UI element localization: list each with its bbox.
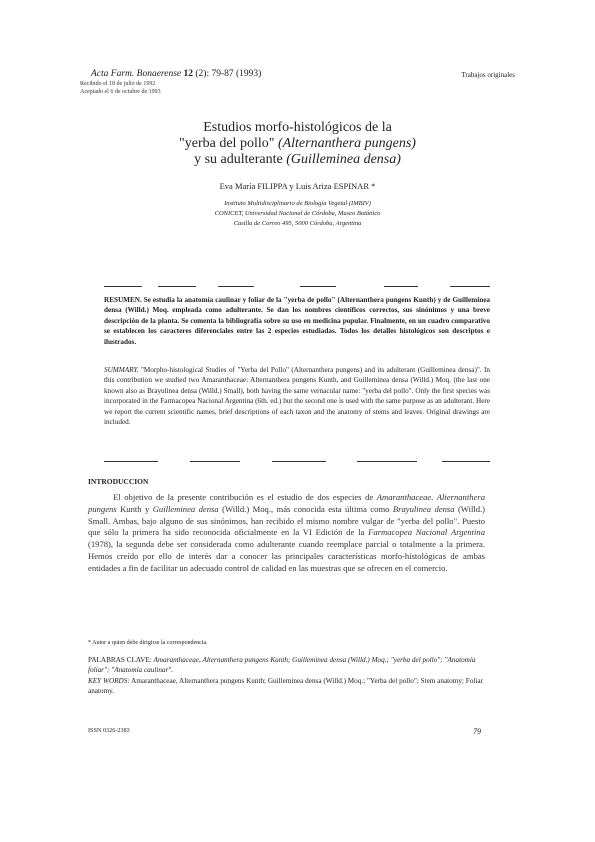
- intro-text-5: (1978), la segunda debe ser considerada como adulterante cuando reemplace parcial o totalmente a la primera. Hemos creído por ello de interés dar a conocer las principales características morfo-histológicas de ambas entidades a fin de facilitar un adecuado control de calidad en las muestras que se ofrecen en el comercio.: [88, 539, 485, 573]
- divider-bottom-4: [357, 461, 417, 462]
- intro-italic-1: Amaranthaceae. Alternanthera pungens: [88, 492, 485, 514]
- title-line-2-plain: "yerba del pollo": [179, 136, 275, 151]
- section-tag: Trabajos originales: [461, 71, 515, 79]
- keywords-english: [88, 676, 485, 697]
- divider-top-4: [300, 286, 336, 287]
- keywords-spanish-text: Amaranthaceae, Alternanthera pungens Kunth; Guilleminea densa (Willd.) Moq.; "yerba del pollo"; "Anatomía foliar"; "Anatomía caulinar".: [88, 656, 476, 675]
- keywords-spanish-label: PALABRAS CLAVE:: [88, 656, 152, 664]
- page-number: 79: [473, 727, 481, 736]
- divider-bottom-1: [104, 461, 158, 462]
- title-line-3-italic: (Guilleminea densa): [286, 152, 401, 167]
- keywords-block: [88, 655, 485, 697]
- intro-text-3: (Willd.) Moq., más conocida esta última como: [222, 503, 390, 514]
- title-line-2: [0, 136, 595, 152]
- affiliation-line-1: Instituto Multidisciplinario de Biología Vegetal (IMBIV): [224, 200, 371, 207]
- divider-top-2: [158, 286, 196, 287]
- divider-bottom-5: [442, 461, 490, 462]
- affiliation: [0, 199, 595, 229]
- accepted-date: Aceptado el 6 de octubre de 1993: [80, 89, 161, 95]
- journal-volume: 12: [183, 69, 194, 79]
- intro-italic-4: Farmacopea Nacional Argentina: [368, 527, 485, 538]
- abstract-english-label: SUMMARY.: [104, 366, 139, 374]
- title-line-2-italic: (Alternanthera pungens): [277, 136, 416, 151]
- intro-text-2: Kunth y: [120, 503, 150, 514]
- authors: Eva María FILIPPA y Luis Ariza ESPINAR *: [219, 181, 376, 191]
- title-line-1: Estudios morfo-histológicos de la: [203, 120, 392, 135]
- section-heading-introduction: INTRODUCCION: [88, 477, 149, 486]
- journal-name: Acta Farm. Bonaerense: [91, 69, 182, 79]
- intro-text-1: El objetivo de la presente contribución es el estudio de dos especies de: [113, 492, 374, 502]
- footnote: * Autor a quien debe dirigirse la correspondencia.: [88, 640, 208, 646]
- divider-bottom-3: [272, 461, 326, 462]
- issn: ISSN 0326-2383: [88, 727, 130, 734]
- intro-italic-2: Guilleminea densa: [152, 503, 219, 514]
- keywords-spanish: [88, 655, 485, 676]
- affiliation-line-2: CONICET, Universidad Nacional de Córdoba, Museo Botánico: [214, 210, 381, 217]
- introduction-paragraph: [88, 492, 485, 575]
- divider-top-3: [218, 286, 254, 287]
- journal-issue-pages: (2): 79-87 (1993): [195, 69, 262, 79]
- divider-top-5: [384, 286, 418, 287]
- submission-dates: [80, 80, 161, 96]
- journal-citation: [91, 69, 261, 80]
- abstract-english-text: "Morpho-histological Studies of "Yerba del Pollo" (Alternanthera pungens) and its adulterant (Guilleminea densa)". In this contribution we studied two Amaranthaceae: Alternanthera pungens Kunth, and Guilleminea densa (Willd.) Moq. (the last one known also as Brayulinea densa (Willd.) Small), both having the same vernacular name: "yerba del pollo". Only the first species was incorporated in the Farmacopea Nacional Argentina (6th. ed.) but the second one is used with the same purpose as an adulterant. Here we report the current scientific names, brief descriptions of each taxon and the anatomy of stems and leaves. Original drawings are included.: [104, 366, 490, 427]
- affiliation-line-3: Casilla de Correo 495, 5000 Córdoba, Argentina: [233, 220, 362, 227]
- abstract-english: [104, 365, 490, 427]
- keywords-english-text: Amaranthaceae, Alternanthera pungens Kunth; Guilleminea densa (Willd.) Moq.; "Yerba del pollo"; Stem anatomy; Foliar anatomy.: [88, 676, 483, 696]
- abstract-spanish-text: Se estudia la anatomía caulinar y foliar de la "yerba de pollo" (Alternanthera pungens Kunth) y de Guilleminea densa (Willd.) Moq. empleada como adulterante. Se dan los nombres científicos correctos, sus sinónimos y una breve descripción de la planta. Se comenta la bibliografía sobre su uso en medicina popular. Finalmente, en un cuadro comparativo se establecen los caracteres diferenciales entre las 2 especies estudiadas. Todos los detalles histológicos son descriptos e ilustrados.: [104, 296, 491, 346]
- divider-bottom-2: [190, 461, 240, 462]
- divider-top-6: [450, 286, 490, 287]
- abstract-spanish-label: RESUMEN.: [104, 296, 142, 304]
- article-title: [0, 120, 595, 168]
- received-date: Recibido el 18 de julio de 1992: [80, 81, 156, 87]
- title-line-3-plain: y su adulterante: [194, 152, 283, 167]
- intro-italic-3: Brayulinea densa: [392, 503, 455, 514]
- intro-text-4: (Willd.) Small. Ambas, bajo alguno de sus sinónimos, han recibido el mismo nombre vulgar de "yerba del pollo". Puesto que sólo la primera ha sido reconocida oficialmente en la VI Edición de la: [88, 503, 486, 538]
- abstract-spanish: [104, 295, 490, 347]
- title-line-3: [0, 152, 595, 168]
- divider-top-1: [104, 286, 142, 287]
- keywords-english-label: KEY WORDS:: [88, 676, 130, 685]
